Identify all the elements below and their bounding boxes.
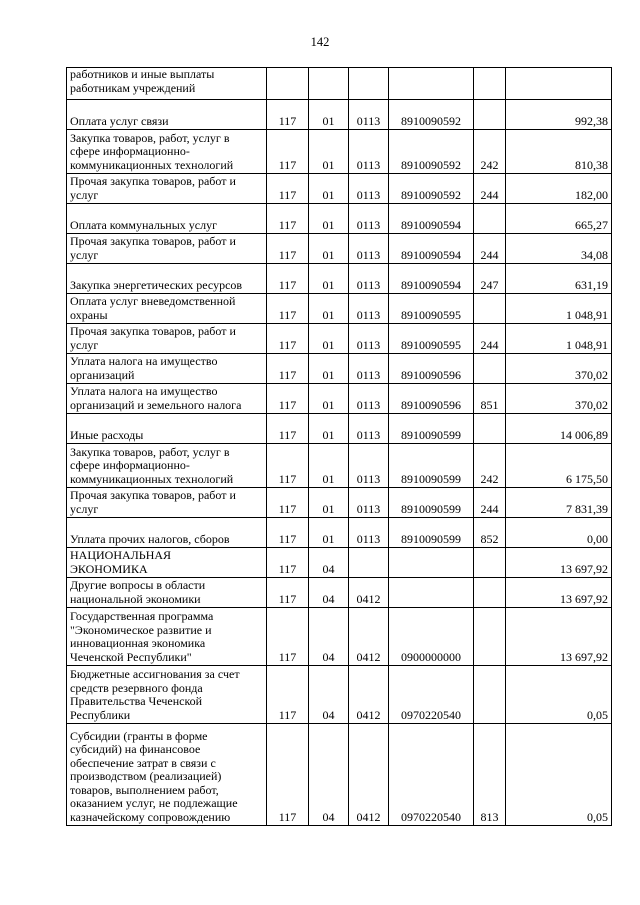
amount-cell: 34,08	[506, 234, 612, 264]
expense-type-cell	[474, 414, 506, 444]
table-row	[67, 204, 612, 234]
subsection-code-cell: 0412	[349, 666, 389, 724]
table-row	[67, 488, 612, 518]
row-name-cell: работников и иные выплаты работникам учреждений	[67, 68, 267, 100]
subsection-code-cell: 0113	[349, 414, 389, 444]
expense-type-cell: 242	[474, 444, 506, 488]
row-name-cell: Другие вопросы в области национальной экономики	[67, 578, 267, 608]
row-name-cell: Субсидии (гранты в форме субсидий) на финансовое обеспечение затрат в связи с производством (реализацией) товаров, выполнением работ, оказанием услуг, не подлежащие казначейскому сопровождению	[67, 724, 267, 826]
subsection-code-cell: 0412	[349, 578, 389, 608]
table-row	[67, 578, 612, 608]
section-code-cell: 01	[309, 204, 349, 234]
table-row	[67, 234, 612, 264]
table-row	[67, 608, 612, 666]
amount-cell: 1 048,91	[506, 294, 612, 324]
amount-cell: 631,19	[506, 264, 612, 294]
ministry-code-cell: 117	[267, 264, 309, 294]
table-row	[67, 68, 612, 100]
amount-cell: 370,02	[506, 354, 612, 384]
expense-type-cell	[474, 548, 506, 578]
row-name-cell: Прочая закупка товаров, работ и услуг	[67, 324, 267, 354]
ministry-code-cell: 117	[267, 578, 309, 608]
amount-cell: 182,00	[506, 174, 612, 204]
table-row	[67, 518, 612, 548]
table-row	[67, 354, 612, 384]
ministry-code-cell: 117	[267, 100, 309, 130]
subsection-code-cell: 0113	[349, 100, 389, 130]
section-code-cell: 01	[309, 444, 349, 488]
subsection-code-cell: 0113	[349, 384, 389, 414]
target-article-cell: 8910090599	[389, 518, 474, 548]
amount-cell: 1 048,91	[506, 324, 612, 354]
table-row	[67, 100, 612, 130]
section-code-cell: 01	[309, 354, 349, 384]
section-code-cell: 04	[309, 578, 349, 608]
amount-cell: 6 175,50	[506, 444, 612, 488]
expense-type-cell	[474, 354, 506, 384]
amount-cell: 810,38	[506, 130, 612, 174]
ministry-code-cell: 117	[267, 174, 309, 204]
expense-type-cell: 244	[474, 324, 506, 354]
subsection-code-cell	[349, 548, 389, 578]
expense-type-cell	[474, 68, 506, 100]
amount-cell: 13 697,92	[506, 548, 612, 578]
section-code-cell: 01	[309, 384, 349, 414]
section-code-cell: 01	[309, 414, 349, 444]
target-article-cell: 8910090599	[389, 444, 474, 488]
ministry-code-cell: 117	[267, 384, 309, 414]
section-code-cell: 01	[309, 264, 349, 294]
row-name-cell: НАЦИОНАЛЬНАЯ ЭКОНОМИКА	[67, 548, 267, 578]
ministry-code-cell: 117	[267, 234, 309, 264]
ministry-code-cell: 117	[267, 666, 309, 724]
expense-type-cell: 813	[474, 724, 506, 826]
section-code-cell: 01	[309, 294, 349, 324]
expense-type-cell	[474, 204, 506, 234]
subsection-code-cell	[349, 68, 389, 100]
row-name-cell: Бюджетные ассигнования за счет средств резервного фонда Правительства Чеченской Республики	[67, 666, 267, 724]
target-article-cell: 8910090592	[389, 130, 474, 174]
subsection-code-cell: 0113	[349, 130, 389, 174]
target-article-cell: 0970220540	[389, 724, 474, 826]
table-row	[67, 666, 612, 724]
target-article-cell: 8910090596	[389, 354, 474, 384]
subsection-code-cell: 0113	[349, 518, 389, 548]
row-name-cell: Иные расходы	[67, 414, 267, 444]
table-row	[67, 414, 612, 444]
table-row	[67, 174, 612, 204]
section-code-cell: 01	[309, 100, 349, 130]
row-name-cell: Оплата услуг связи	[67, 100, 267, 130]
ministry-code-cell: 117	[267, 724, 309, 826]
subsection-code-cell: 0113	[349, 354, 389, 384]
target-article-cell: 8910090592	[389, 174, 474, 204]
section-code-cell: 01	[309, 518, 349, 548]
subsection-code-cell: 0113	[349, 294, 389, 324]
subsection-code-cell: 0113	[349, 234, 389, 264]
target-article-cell	[389, 68, 474, 100]
subsection-code-cell: 0113	[349, 174, 389, 204]
section-code-cell: 01	[309, 324, 349, 354]
section-code-cell: 04	[309, 548, 349, 578]
ministry-code-cell: 117	[267, 548, 309, 578]
ministry-code-cell: 117	[267, 130, 309, 174]
target-article-cell: 8910090599	[389, 414, 474, 444]
amount-cell: 665,27	[506, 204, 612, 234]
section-code-cell	[309, 68, 349, 100]
budget-table-body	[67, 68, 612, 826]
target-article-cell: 0970220540	[389, 666, 474, 724]
ministry-code-cell: 117	[267, 324, 309, 354]
row-name-cell: Уплата прочих налогов, сборов	[67, 518, 267, 548]
section-code-cell: 04	[309, 724, 349, 826]
row-name-cell: Уплата налога на имущество организаций	[67, 354, 267, 384]
target-article-cell	[389, 578, 474, 608]
section-code-cell: 01	[309, 234, 349, 264]
amount-cell: 0,05	[506, 724, 612, 826]
expense-type-cell: 852	[474, 518, 506, 548]
section-code-cell: 01	[309, 488, 349, 518]
target-article-cell: 8910090595	[389, 294, 474, 324]
section-code-cell: 01	[309, 130, 349, 174]
table-row	[67, 444, 612, 488]
amount-cell: 14 006,89	[506, 414, 612, 444]
target-article-cell: 8910090595	[389, 324, 474, 354]
target-article-cell: 8910090596	[389, 384, 474, 414]
row-name-cell: Прочая закупка товаров, работ и услуг	[67, 488, 267, 518]
expense-type-cell	[474, 294, 506, 324]
ministry-code-cell: 117	[267, 204, 309, 234]
target-article-cell: 8910090594	[389, 234, 474, 264]
amount-cell: 0,00	[506, 518, 612, 548]
table-row	[67, 294, 612, 324]
ministry-code-cell: 117	[267, 354, 309, 384]
expense-type-cell: 247	[474, 264, 506, 294]
amount-cell	[506, 68, 612, 100]
subsection-code-cell: 0412	[349, 608, 389, 666]
table-row	[67, 324, 612, 354]
row-name-cell: Закупка энергетических ресурсов	[67, 264, 267, 294]
expense-type-cell	[474, 666, 506, 724]
ministry-code-cell: 117	[267, 488, 309, 518]
subsection-code-cell: 0113	[349, 264, 389, 294]
target-article-cell: 8910090594	[389, 264, 474, 294]
row-name-cell: Оплата коммунальных услуг	[67, 204, 267, 234]
subsection-code-cell: 0113	[349, 444, 389, 488]
subsection-code-cell: 0113	[349, 324, 389, 354]
amount-cell: 13 697,92	[506, 578, 612, 608]
table-row	[67, 384, 612, 414]
amount-cell: 370,02	[506, 384, 612, 414]
target-article-cell: 8910090594	[389, 204, 474, 234]
expense-type-cell: 851	[474, 384, 506, 414]
target-article-cell: 8910090592	[389, 100, 474, 130]
amount-cell: 7 831,39	[506, 488, 612, 518]
row-name-cell: Прочая закупка товаров, работ и услуг	[67, 234, 267, 264]
amount-cell: 0,05	[506, 666, 612, 724]
row-name-cell: Прочая закупка товаров, работ и услуг	[67, 174, 267, 204]
ministry-code-cell: 117	[267, 414, 309, 444]
target-article-cell: 8910090599	[389, 488, 474, 518]
ministry-code-cell: 117	[267, 518, 309, 548]
expense-type-cell: 244	[474, 488, 506, 518]
ministry-code-cell: 117	[267, 608, 309, 666]
row-name-cell: Государственная программа "Экономическое развитие и инновационная экономика Чеченской Республики"	[67, 608, 267, 666]
ministry-code-cell	[267, 68, 309, 100]
row-name-cell: Закупка товаров, работ, услуг в сфере информационно- коммуникационных технологий	[67, 130, 267, 174]
table-row	[67, 130, 612, 174]
amount-cell: 992,38	[506, 100, 612, 130]
expense-type-cell: 244	[474, 234, 506, 264]
row-name-cell: Оплата услуг вневедомственной охраны	[67, 294, 267, 324]
section-code-cell: 01	[309, 174, 349, 204]
subsection-code-cell: 0412	[349, 724, 389, 826]
target-article-cell	[389, 548, 474, 578]
expense-type-cell: 244	[474, 174, 506, 204]
subsection-code-cell: 0113	[349, 204, 389, 234]
target-article-cell: 0900000000	[389, 608, 474, 666]
ministry-code-cell: 117	[267, 294, 309, 324]
table-row	[67, 548, 612, 578]
table-row	[67, 264, 612, 294]
page-number: 142	[310, 35, 330, 49]
table-row	[67, 724, 612, 826]
row-name-cell: Закупка товаров, работ, услуг в сфере информационно- коммуникационных технологий	[67, 444, 267, 488]
expense-type-cell	[474, 100, 506, 130]
expense-type-cell	[474, 578, 506, 608]
subsection-code-cell: 0113	[349, 488, 389, 518]
row-name-cell: Уплата налога на имущество организаций и земельного налога	[67, 384, 267, 414]
amount-cell: 13 697,92	[506, 608, 612, 666]
expense-type-cell	[474, 608, 506, 666]
ministry-code-cell: 117	[267, 444, 309, 488]
section-code-cell: 04	[309, 608, 349, 666]
section-code-cell: 04	[309, 666, 349, 724]
budget-table	[66, 67, 612, 826]
expense-type-cell: 242	[474, 130, 506, 174]
